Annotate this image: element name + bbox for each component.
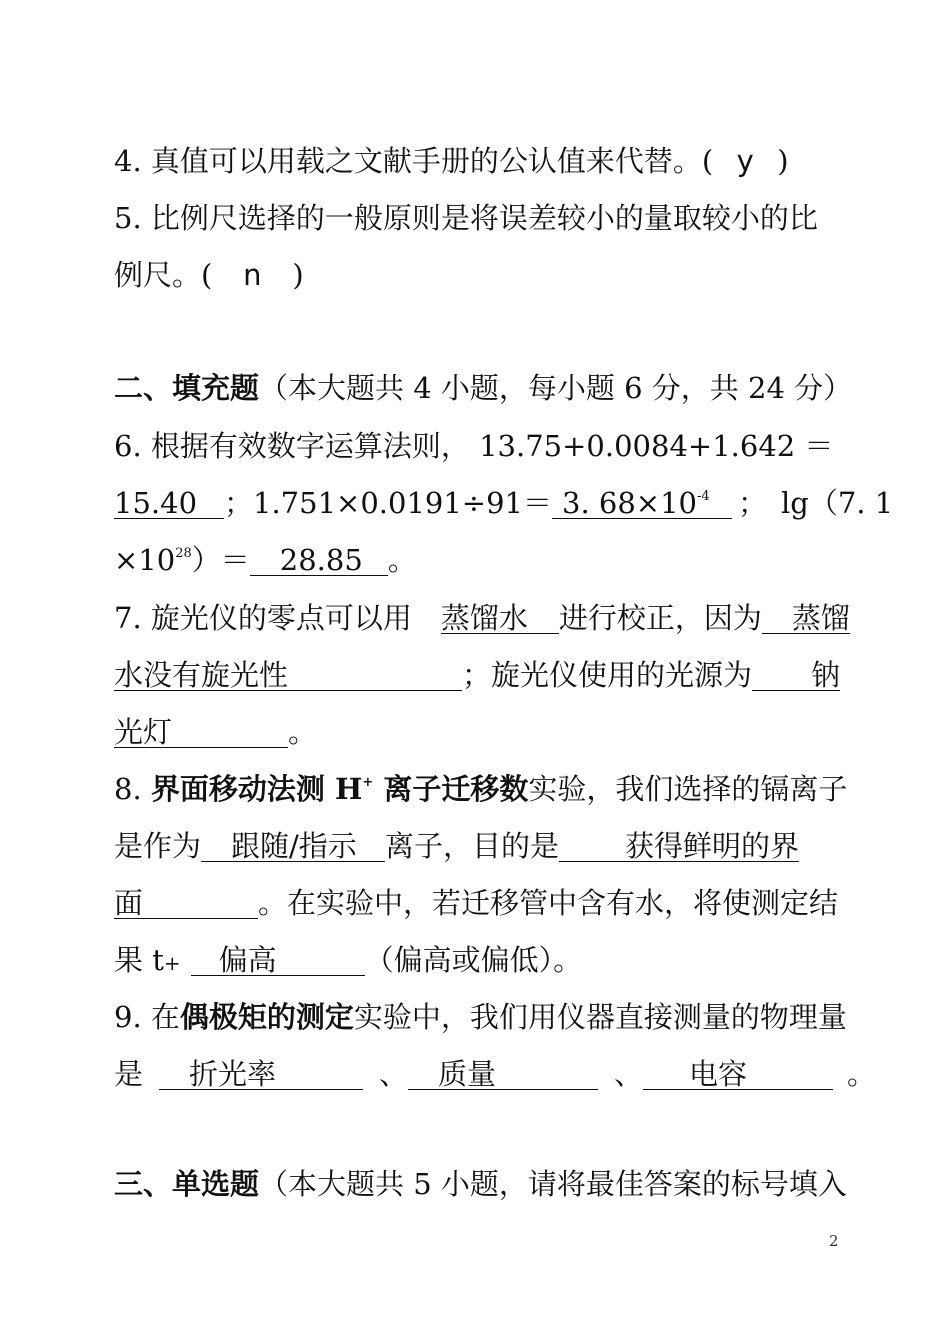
question-9-line2	[114, 1056, 876, 1092]
page-number: 2	[829, 1232, 839, 1250]
q8-line2-prefix: 是作为	[114, 829, 202, 863]
q6-expr3: lg（7. 1	[781, 486, 894, 520]
question-5-line2	[114, 257, 304, 293]
section-3-desc: （本大题共 5 小题，请将最佳答案的标号填入	[259, 1167, 847, 1201]
section-3-title: 三、单选题	[114, 1167, 260, 1201]
question-8-line3	[114, 885, 838, 921]
question-9-line1	[114, 999, 847, 1035]
q8-line1-rest: 实验，我们选择的镉离子	[528, 772, 848, 806]
q9-sep-2: 、	[614, 1057, 644, 1091]
q7-end: 。	[288, 715, 318, 749]
q9-answer-1: 折光率	[159, 1059, 363, 1090]
q6-line3-eq: ）＝	[191, 543, 250, 577]
q8-answer-1: 跟随/指示	[201, 831, 385, 862]
q9-answer-2: 质量	[408, 1059, 598, 1090]
question-4	[114, 143, 789, 179]
q9-sep-1: 、	[379, 1057, 409, 1091]
question-8-line4	[114, 942, 582, 981]
q9-bold-title: 偶极矩的测定	[179, 1000, 354, 1034]
question-8-line2	[114, 828, 799, 864]
q6-end: 。	[387, 543, 417, 577]
q7-prefix: 7. 旋光仪的零点可以用	[114, 601, 412, 635]
q9-line1-rest: 实验中，我们用仪器直接测量的物理量	[353, 1000, 847, 1034]
section-2-title: 二、填充题	[114, 371, 260, 405]
q5-answer: n	[243, 258, 262, 292]
q9-prefix: 9. 在	[114, 1000, 180, 1034]
question-7-line3	[114, 714, 317, 750]
q6-line3-prefix: $\times 10^{28}$	[114, 543, 192, 577]
q4-answer: y	[736, 144, 754, 178]
q5-close: )	[292, 258, 304, 292]
q6-expr2: ；1.751×0.0191÷91＝	[224, 486, 552, 520]
q4-text: 4. 真值可以用载之文献手册的公认值来代替。(	[114, 144, 714, 178]
q7-mid: 进行校正，因为	[558, 601, 762, 635]
question-7-line2	[114, 657, 840, 693]
q7-answer-3-part1: 钠	[752, 660, 840, 691]
question-7-line1	[114, 600, 850, 636]
q9-answer-3: 电容	[643, 1059, 833, 1090]
q7-answer-1: 蒸馏水	[441, 603, 559, 634]
q8-answer-2-part2: 面	[114, 888, 258, 919]
q7-answer-2-part2: 水没有旋光性	[114, 660, 462, 691]
q6-line1: 6. 根据有效数字运算法则， 13.75+0.0084+1.642 ＝	[114, 429, 834, 463]
q8-answer-2-part1: 获得鲜明的界	[559, 831, 799, 862]
section-3-heading	[114, 1166, 847, 1202]
q6-answer-2: 3. $68\times 10^{-4}$	[552, 488, 732, 519]
q8-line4-prefix: 果 t+	[114, 943, 181, 977]
q8-line4-rest: （偏高或偏低）。	[364, 943, 583, 977]
question-5-line1	[114, 200, 818, 236]
section-2-heading	[114, 370, 852, 406]
q7-answer-2-part1: 蒸馏	[762, 603, 850, 634]
q5-line1: 5. 比例尺选择的一般原则是将误差较小的量取较小的比	[114, 201, 818, 235]
section-2-desc: （本大题共 4 小题，每小题 6 分，共 24 分）	[259, 371, 853, 405]
q9-end: 。	[847, 1057, 877, 1091]
q8-num: 8.	[114, 772, 151, 806]
q6-sep: ；	[738, 486, 768, 520]
question-6-line2	[114, 485, 893, 521]
q6-answer-3: 28.85	[250, 545, 388, 576]
q8-bold-title: 界面移动法测 H+ 离子迁移数	[150, 772, 529, 806]
q9-line2-prefix: 是	[114, 1057, 144, 1091]
question-8-line1	[114, 771, 847, 807]
q8-line3-rest: 。在实验中，若迁移管中含有水，将使测定结	[258, 886, 839, 920]
q6-answer-1: 15.40	[114, 488, 224, 519]
question-6-line3	[114, 542, 417, 578]
q5-line2-prefix: 例尺。(	[114, 258, 213, 292]
q4-close: )	[777, 144, 789, 178]
q7-mid2: ；旋光仪使用的光源为	[462, 658, 753, 692]
question-6-line1	[114, 428, 833, 464]
q8-answer-3: 偏高	[191, 945, 365, 976]
q7-answer-3-part2: 光灯	[114, 717, 288, 748]
q8-line2-mid: 离子，目的是	[385, 829, 560, 863]
